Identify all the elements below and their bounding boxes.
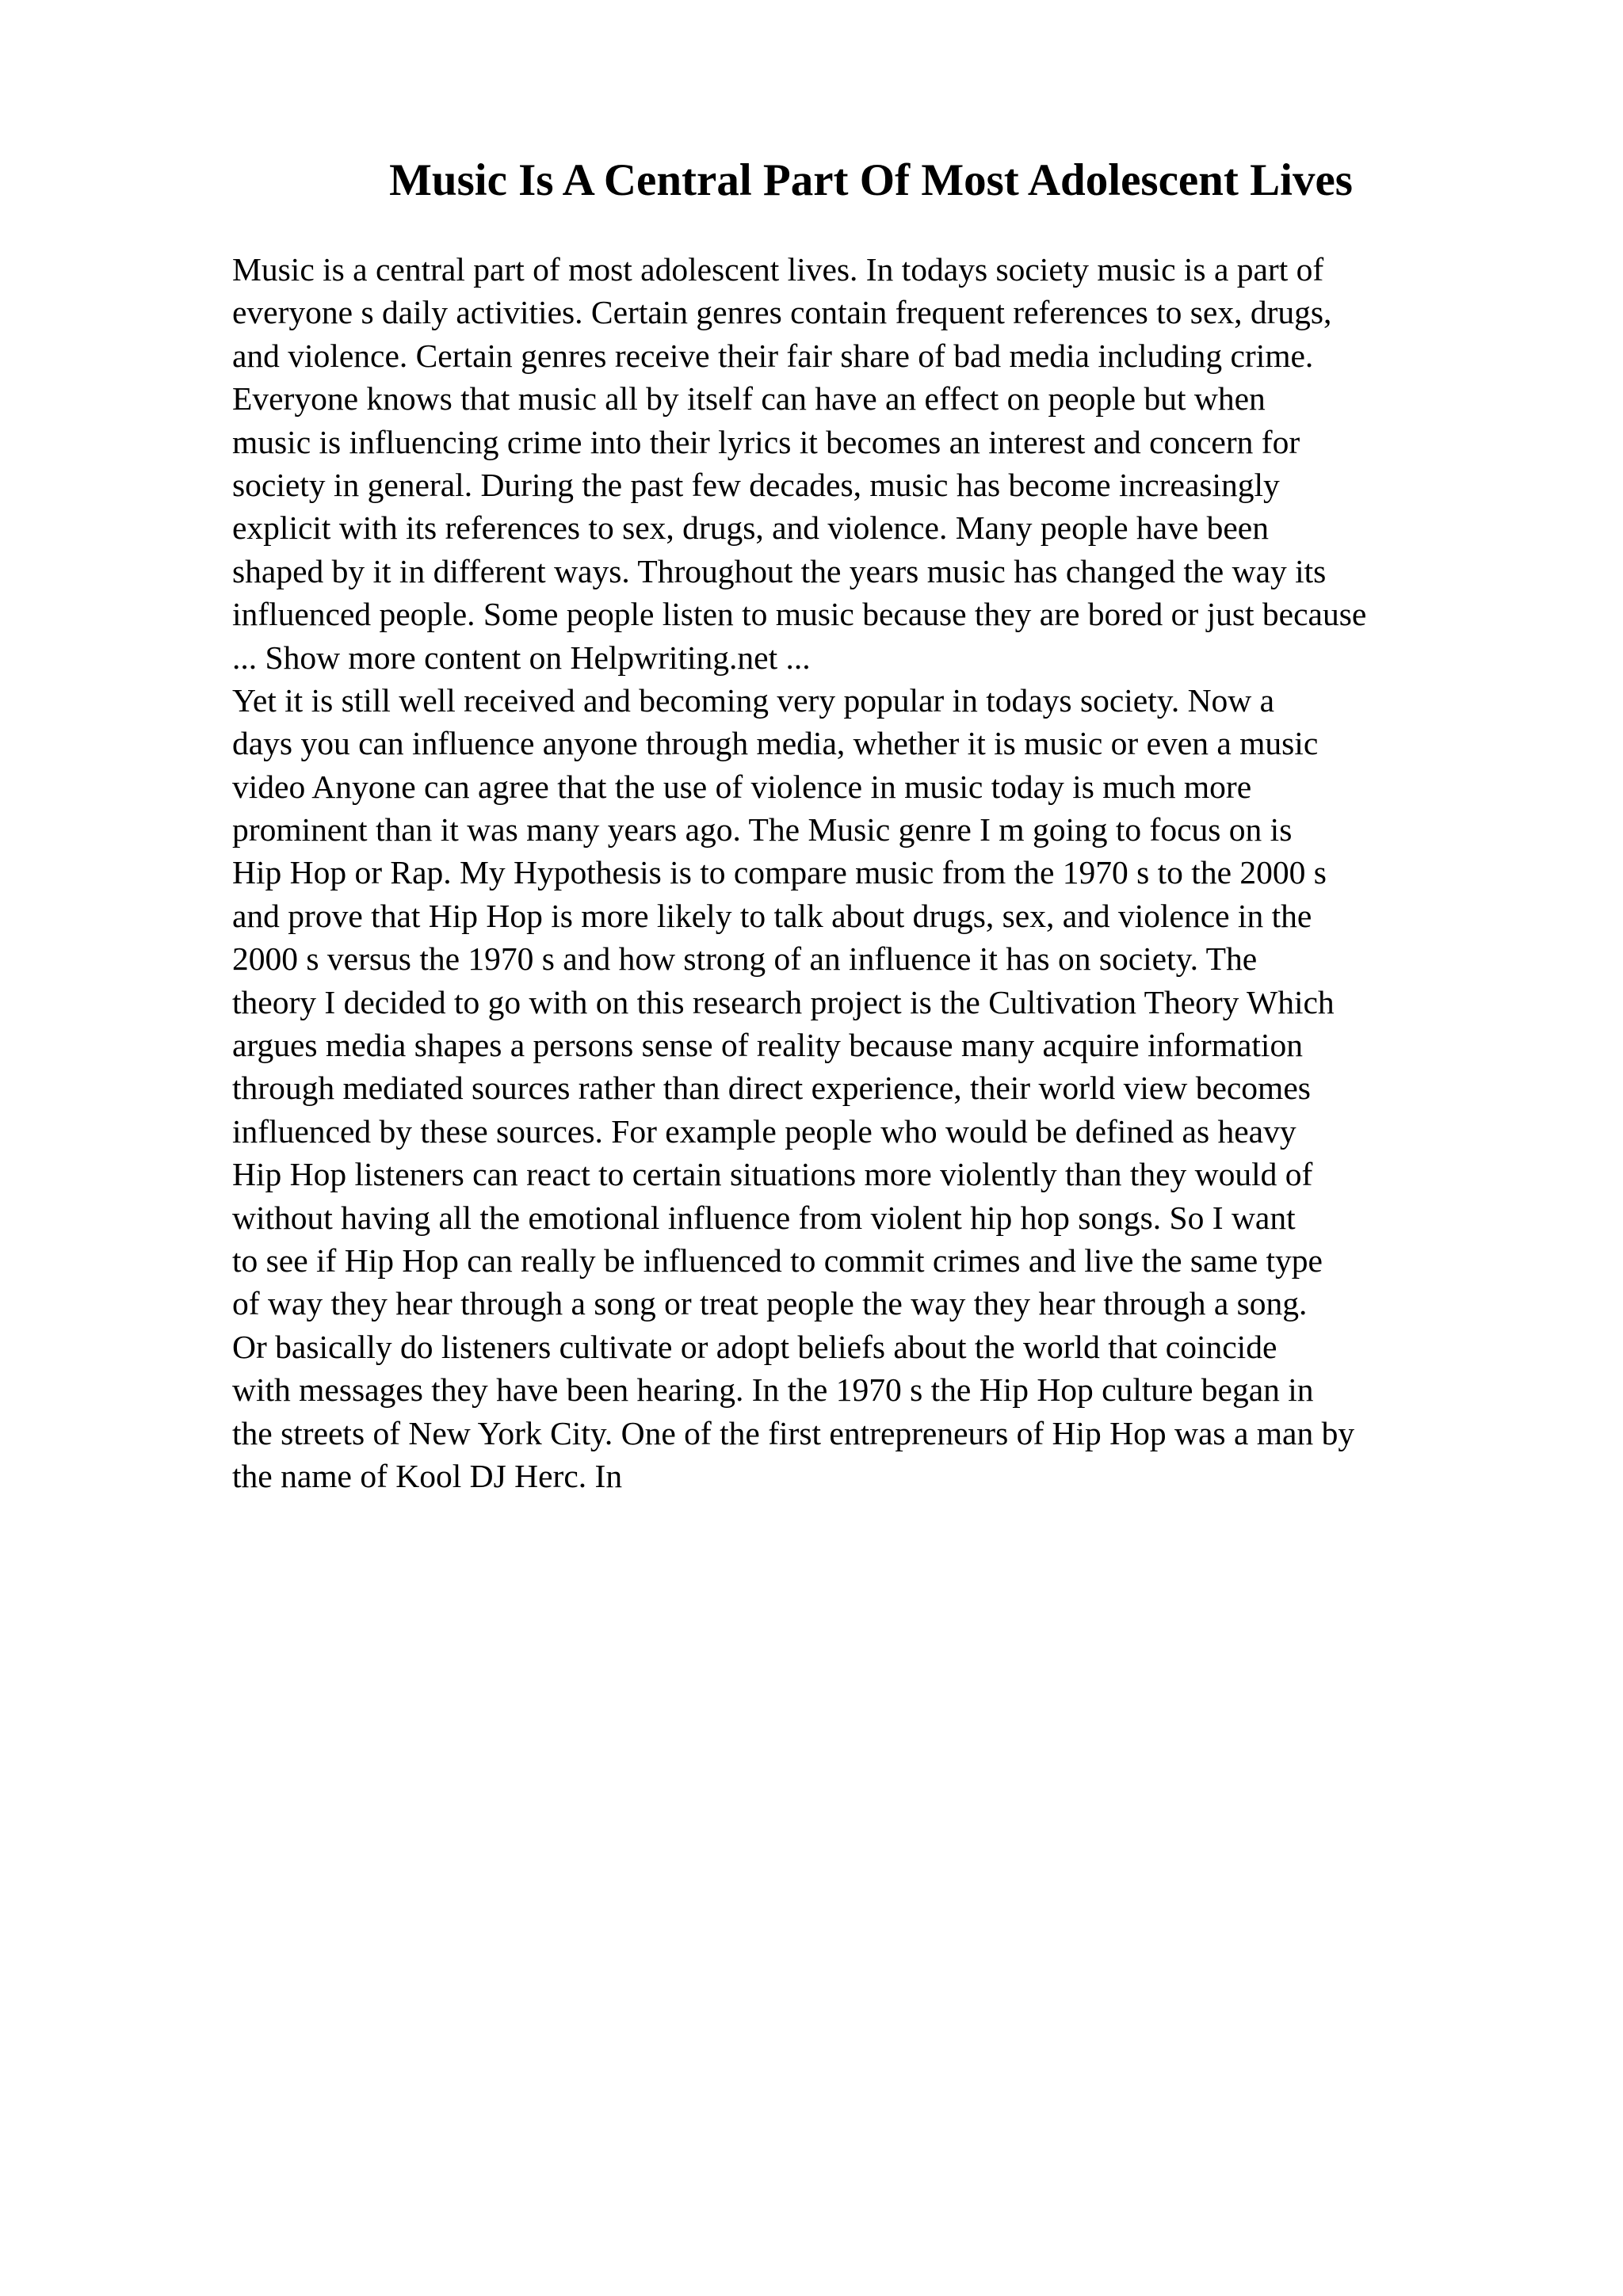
body-line: to see if Hip Hop can really be influenced to commit crimes and live the same type [232, 1241, 1323, 1279]
body-line: Hip Hop listeners can react to certain situations more violently than they would of [232, 1156, 1313, 1193]
document-title: Music Is A Central Part Of Most Adolescent Lives [389, 155, 1353, 205]
body-line: 2000 s versus the 1970 s and how strong of an influence it has on society. The [232, 940, 1258, 978]
body-line: video Anyone can agree that the use of violence in music today is much more [232, 768, 1252, 805]
body-line: Everyone knows that music all by itself can have an effect on people but when [232, 380, 1266, 418]
body-line: days you can influence anyone through media, whether it is music or even a music [232, 725, 1319, 762]
body-line: everyone s daily activities. Certain genres contain frequent references to sex, drugs, [232, 294, 1332, 331]
body-line: Hip Hop or Rap. My Hypothesis is to compare music from the 1970 s to the 2000 s [232, 854, 1327, 891]
body-line: and prove that Hip Hop is more likely to talk about drugs, sex, and violence in the [232, 897, 1312, 934]
body-line: Music is a central part of most adolescent lives. In todays society music is a part of [232, 251, 1324, 288]
body-line: Yet it is still well received and becoming very popular in todays society. Now a [232, 681, 1275, 719]
body-line: society in general. During the past few decades, music has become increasingly [232, 466, 1280, 503]
body-line: explicit with its references to sex, drugs, and violence. Many people have been [232, 509, 1269, 547]
body-line: prominent than it was many years ago. The Music genre I m going to focus on is [232, 811, 1293, 849]
body-line: the streets of New York City. One of the first entrepreneurs of Hip Hop was a man by [232, 1414, 1355, 1451]
body-line: the name of Kool DJ Herc. In [232, 1457, 623, 1494]
body-line: argues media shapes a persons sense of reality because many acquire information [232, 1027, 1303, 1064]
body-line: influenced people. Some people listen to music because they are bored or just because [232, 596, 1367, 633]
body-line: influenced by these sources. For example people who would be defined as heavy [232, 1112, 1296, 1150]
body-line: through mediated sources rather than direct experience, their world view becomes [232, 1070, 1311, 1107]
body-line: theory I decided to go with on this research project is the Cultivation Theory Which [232, 983, 1335, 1020]
show-more-link[interactable]: ... Show more content on Helpwriting.net ... [232, 639, 811, 676]
body-line: Or basically do listeners cultivate or adopt beliefs about the world that coincide [232, 1328, 1277, 1365]
body-line: of way they hear through a song or treat people the way they hear through a song. [232, 1285, 1308, 1322]
body-line: music is influencing crime into their lyrics it becomes an interest and concern for [232, 423, 1300, 460]
body-line: with messages they have been hearing. In the 1970 s the Hip Hop culture began in [232, 1371, 1314, 1409]
document-body [232, 248, 1623, 1497]
body-line: shaped by it in different ways. Throughout the years music has changed the way its [232, 552, 1327, 589]
body-line: without having all the emotional influence from violent hip hop songs. So I want [232, 1199, 1296, 1236]
body-line: and violence. Certain genres receive their fair share of bad media including crime. [232, 337, 1314, 374]
